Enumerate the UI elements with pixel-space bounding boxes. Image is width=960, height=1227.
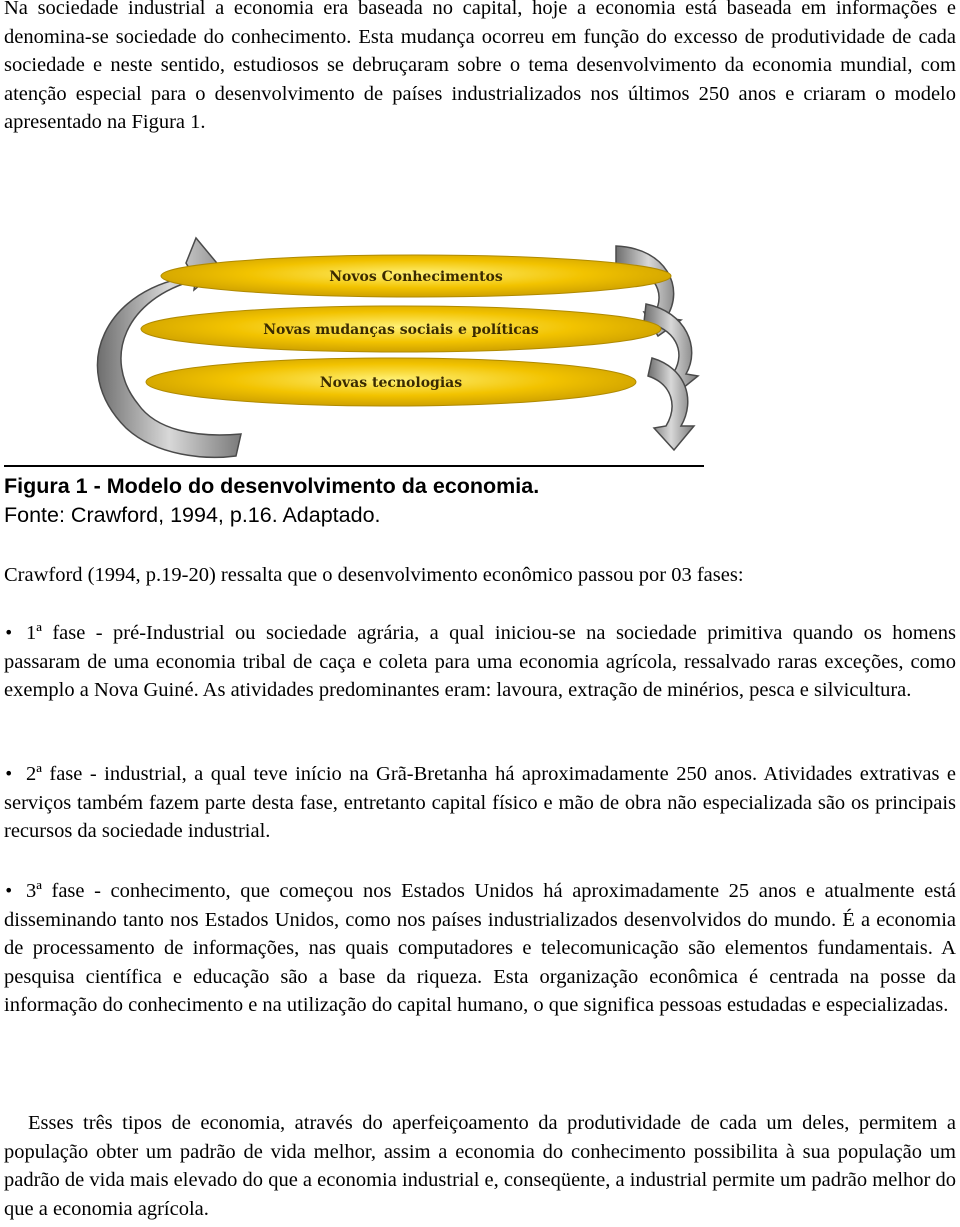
crawford-paragraph: Crawford (1994, p.19-20) ressalta que o desenvolvimento econômico passou por 03 fases: [4,564,744,586]
bullet-icon: • [4,623,14,642]
bullet-icon: • [4,764,14,783]
figure-divider [4,465,704,467]
figure-caption-title: Figura 1 - Modelo do desenvolvimento da economia. [4,474,540,498]
layer-label: Novas tecnologias [319,375,463,391]
phase-text: 2ª fase - industrial, a qual teve início na Grã-Bretanha há aproximadamente 250 anos. Atividades extrativas e serviços também fazem parte desta fase, entretanto capital físico e mão de obra não especializada são os principais recursos da sociedade industrial. [4,763,956,843]
phase-item [4,760,956,846]
phase-text: 1ª fase - pré-Industrial ou sociedade agrária, a qual iniciou-se na sociedade primitiva quando os homens passaram de uma economia tribal de caça e coleta para uma economia agrícola, ressalvado raras exceções, como exemplo a Nova Guiné. As atividades predominantes eram: lavoura, extração de minérios, pesca e silvicultura. [4,622,956,702]
layer-label: Novas mudanças sociais e políticas [263,322,539,338]
final-paragraph: Esses três tipos de economia, através do aperfeiçoamento da produtividade de cada um deles, permitem a população obter um padrão de vida melhor, assim a economia do conhecimento possibilita à sua população um padrão de vida mais elevado do que a economia industrial e, conseqüente, a industrial permite um padrão melhor do que a economia agrícola. [4,1112,956,1220]
phase-item [4,877,956,1020]
phase-item [4,619,956,705]
layer-label: Novos Conhecimentos [329,269,503,285]
economy-development-figure [46,208,706,460]
phase-text: 3ª fase - conhecimento, que começou nos Estados Unidos há aproximadamente 25 anos e atualmente está disseminando tanto nos Estados Unidos, como nos países industrializados desenvolvidos do mundo. É a economia de processamento de informações, nas quais computadores e telecomunicação são elementos fundamentais. A pesquisa científica e educação são a base da riqueza. Esta organização econômica é centrada na posse da informação do conhecimento e na utilização do capital humano, o que significa pessoas estudadas e especializadas. [4,880,956,1017]
figure-caption-source: Fonte: Crawford, 1994, p.16. Adaptado. [4,503,381,527]
intro-paragraph: Na sociedade industrial a economia era baseada no capital, hoje a economia está baseada em informações e denomina-se sociedade do conhecimento. Esta mudança ocorreu em função do excesso de produtividade de cada sociedade e neste sentido, estudiosos se debruçaram sobre o tema desenvolvimento da economia mundial, com atenção especial para o desenvolvimento de países industrializados nos últimos 250 anos e criaram o modelo apresentado na Figura 1. [4,0,956,134]
bullet-icon: • [4,881,14,900]
